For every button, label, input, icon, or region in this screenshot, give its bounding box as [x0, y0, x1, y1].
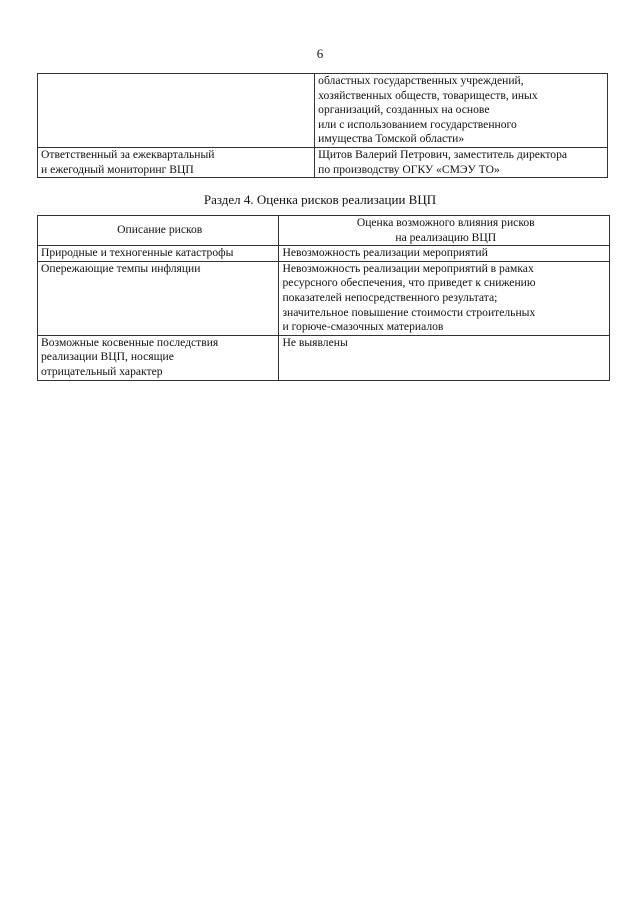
cell-line: организаций, созданных на основе	[318, 103, 490, 117]
column-header-risk-impact	[279, 216, 610, 246]
table-row	[38, 147, 608, 177]
table-cell	[315, 74, 608, 148]
table-cell	[38, 246, 279, 262]
table-cell	[279, 246, 610, 262]
cell-line: имущества Томской области»	[318, 132, 465, 146]
cell-line: и ежегодный мониторинг ВЦП	[41, 162, 194, 176]
table-cell	[38, 261, 279, 335]
cell-line: ресурсного обеспечения, что приведет к снижению	[282, 276, 536, 290]
table-cell	[279, 335, 610, 380]
table-row	[38, 74, 608, 148]
cell-line: показателей непосредственного результата;	[282, 290, 498, 304]
cell-line: Не выявлены	[282, 335, 348, 349]
cell-line: Природные и техногенные катастрофы	[41, 246, 234, 260]
cell-line: областных государственных учреждений,	[318, 74, 524, 87]
section-heading: Раздел 4. Оценка рисков реализации ВЦП	[203, 192, 437, 207]
table-cell	[279, 261, 610, 335]
table-row	[38, 246, 610, 262]
table-cell	[315, 147, 608, 177]
responsibility-table	[37, 73, 608, 178]
cell-line: значительное повышение стоимости строительных	[282, 305, 536, 319]
column-header-risk-description	[38, 216, 279, 246]
cell-line: по производству ОГКУ «СМЭУ ТО»	[318, 162, 500, 176]
table-cell	[38, 74, 315, 148]
cell-line: Невозможность реализации мероприятий	[282, 246, 488, 260]
page-number: 6	[316, 46, 324, 61]
table-cell	[38, 147, 315, 177]
cell-line: Опережающие темпы инфляции	[41, 261, 201, 275]
cell-line: и горюче-смазочных материалов	[282, 320, 444, 334]
cell-line: хозяйственных обществ, товариществ, иных	[318, 88, 538, 102]
cell-line: Ответственный за ежеквартальный	[41, 147, 215, 161]
header-line: на реализацию ВЦП	[395, 230, 497, 244]
risk-table	[37, 215, 610, 381]
cell-line: реализации ВЦП, носящие	[41, 350, 174, 364]
cell-line: или с использованием государственного	[318, 117, 517, 131]
table-cell	[38, 335, 279, 380]
table-row	[38, 261, 610, 335]
cell-line: Щитов Валерий Петрович, заместитель директора	[318, 147, 568, 161]
cell-line: отрицательный характер	[41, 364, 163, 378]
table-header-row	[38, 216, 610, 246]
cell-line: Возможные косвенные последствия	[41, 335, 219, 349]
header-line: Оценка возможного влияния рисков	[356, 216, 535, 229]
table-row	[38, 335, 610, 380]
header-line: Описание рисков	[117, 223, 203, 237]
cell-line: Невозможность реализации мероприятий в рамках	[282, 261, 534, 275]
